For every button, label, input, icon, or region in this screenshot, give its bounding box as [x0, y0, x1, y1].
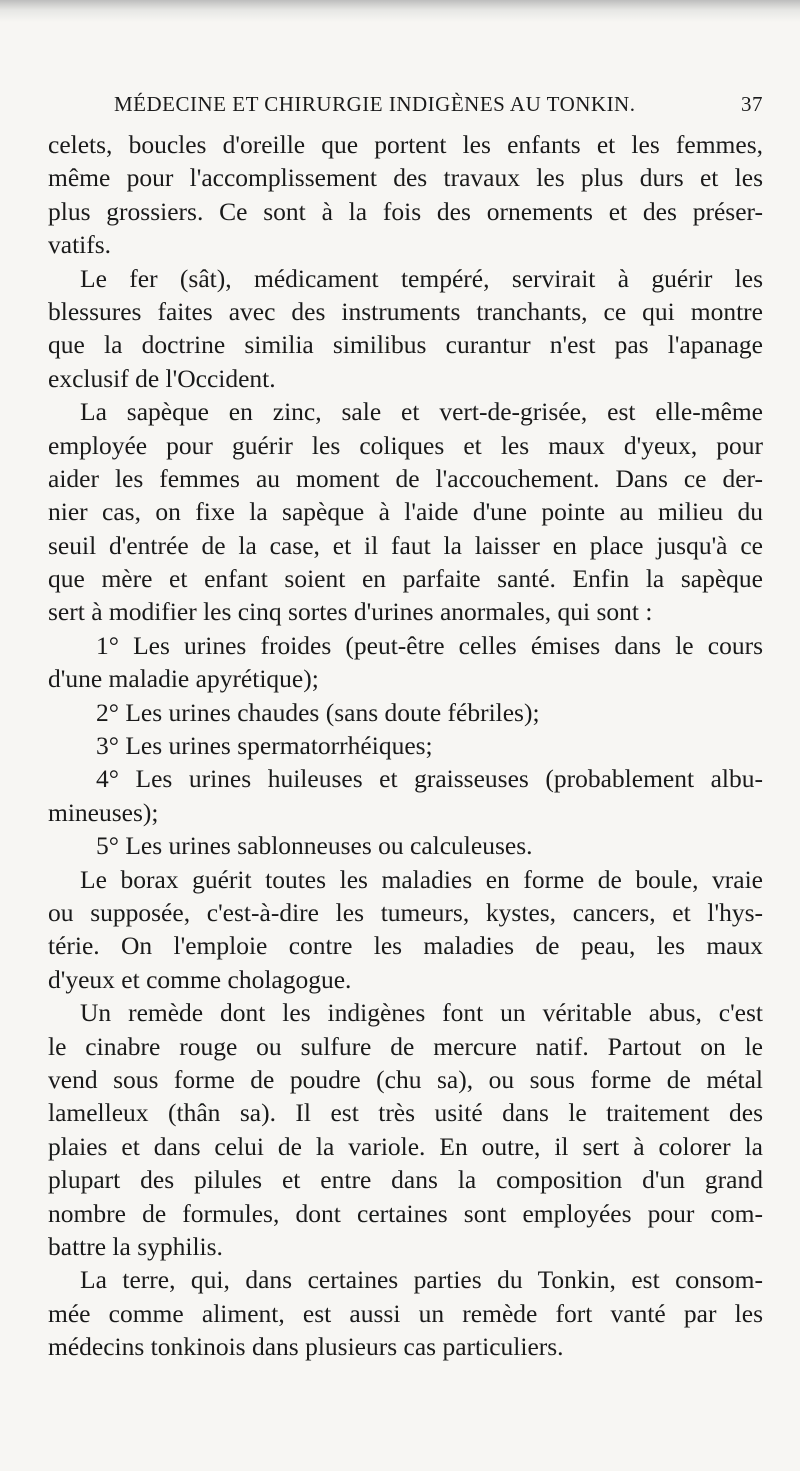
page-number: 37	[741, 92, 763, 116]
text-line: nier cas, on fixe la sapèque à l'aide d'une pointe au milieu du	[48, 497, 763, 527]
text-line: aider les femmes au moment de l'accouchement. Dans ce der-	[48, 463, 763, 493]
text-line: térie. On l'emploie contre les maladies de peau, les maux	[48, 931, 763, 961]
text-line: plaies et dans celui de la variole. En outre, il sert à colorer la	[48, 1131, 763, 1161]
text-line: blessures faites avec des instruments tranchants, ce qui montre	[48, 296, 763, 326]
text-line: Le fer (sât), médicament tempéré, servirait à guérir les	[80, 263, 763, 293]
text-line: celets, boucles d'oreille que portent les enfants et les femmes,	[48, 130, 763, 159]
text-line: le cinabre rouge ou sulfure de mercure natif. Partout on le	[48, 1031, 763, 1061]
text-line: 2° Les urines chaudes (sans doute fébriles);	[96, 697, 540, 727]
text-line: que la doctrine similia similibus curantur n'est pas l'apanage	[48, 330, 763, 360]
text-line: lamelleux (thân sa). Il est très usité dans le traitement des	[48, 1098, 763, 1128]
text-line: que mère et enfant soient en parfaite santé. Enfin la sapèque	[48, 564, 763, 594]
text-line: battre la syphilis.	[48, 1231, 223, 1261]
text-line: 1° Les urines froides (peut-être celles émises dans le cours	[96, 630, 763, 660]
body-text	[48, 128, 763, 1363]
running-head	[48, 92, 763, 128]
text-line: vend sous forme de poudre (chu sa), ou sous forme de métal	[48, 1064, 763, 1094]
text-line: même pour l'accomplissement des travaux les plus durs et les	[48, 163, 763, 193]
text-line: médecins tonkinois dans plusieurs cas particuliers.	[48, 1332, 564, 1362]
text-line: ou supposée, c'est-à-dire les tumeurs, kystes, cancers, et l'hys-	[48, 897, 763, 927]
text-line: plus grossiers. Ce sont à la fois des ornements et des préser-	[48, 196, 763, 226]
text-line: seuil d'entrée de la case, et il faut la laisser en place jusqu'à ce	[48, 530, 763, 560]
text-line: mée comme aliment, est aussi un remède fort vanté par les	[48, 1298, 763, 1328]
text-line: 4° Les urines huileuses et graisseuses (probablement albu-	[96, 764, 763, 794]
text-line: d'une maladie apyrétique);	[48, 664, 319, 694]
text-line: vatifs.	[48, 230, 112, 260]
book-page	[48, 92, 763, 1363]
scan-top-edge	[0, 0, 800, 22]
running-title: MÉDECINE ET CHIRURGIE INDIGÈNES AU TONKIN.	[114, 92, 636, 116]
text-line: 3° Les urines spermatorrhéiques;	[96, 731, 433, 761]
text-line: La terre, qui, dans certaines parties du Tonkin, est consom-	[80, 1265, 763, 1295]
text-line: d'yeux et comme cholagogue.	[48, 964, 352, 994]
text-line: sert à modifier les cinq sortes d'urines anormales, qui sont :	[48, 597, 653, 627]
text-line: exclusif de l'Occident.	[48, 363, 276, 393]
text-line: Le borax guérit toutes les maladies en forme de boule, vraie	[80, 864, 763, 894]
text-line: mineuses);	[48, 797, 159, 827]
text-line: La sapèque en zinc, sale et vert-de-grisée, est elle-même	[80, 397, 763, 427]
text-line: plupart des pilules et entre dans la composition d'un grand	[48, 1165, 763, 1195]
text-line: nombre de formules, dont certaines sont employées pour com-	[48, 1198, 763, 1228]
text-line: 5° Les urines sablonneuses ou calculeuses.	[96, 831, 533, 861]
text-line: Un remède dont les indigènes font un véritable abus, c'est	[80, 998, 763, 1028]
text-line: employée pour guérir les coliques et les maux d'yeux, pour	[48, 430, 763, 460]
